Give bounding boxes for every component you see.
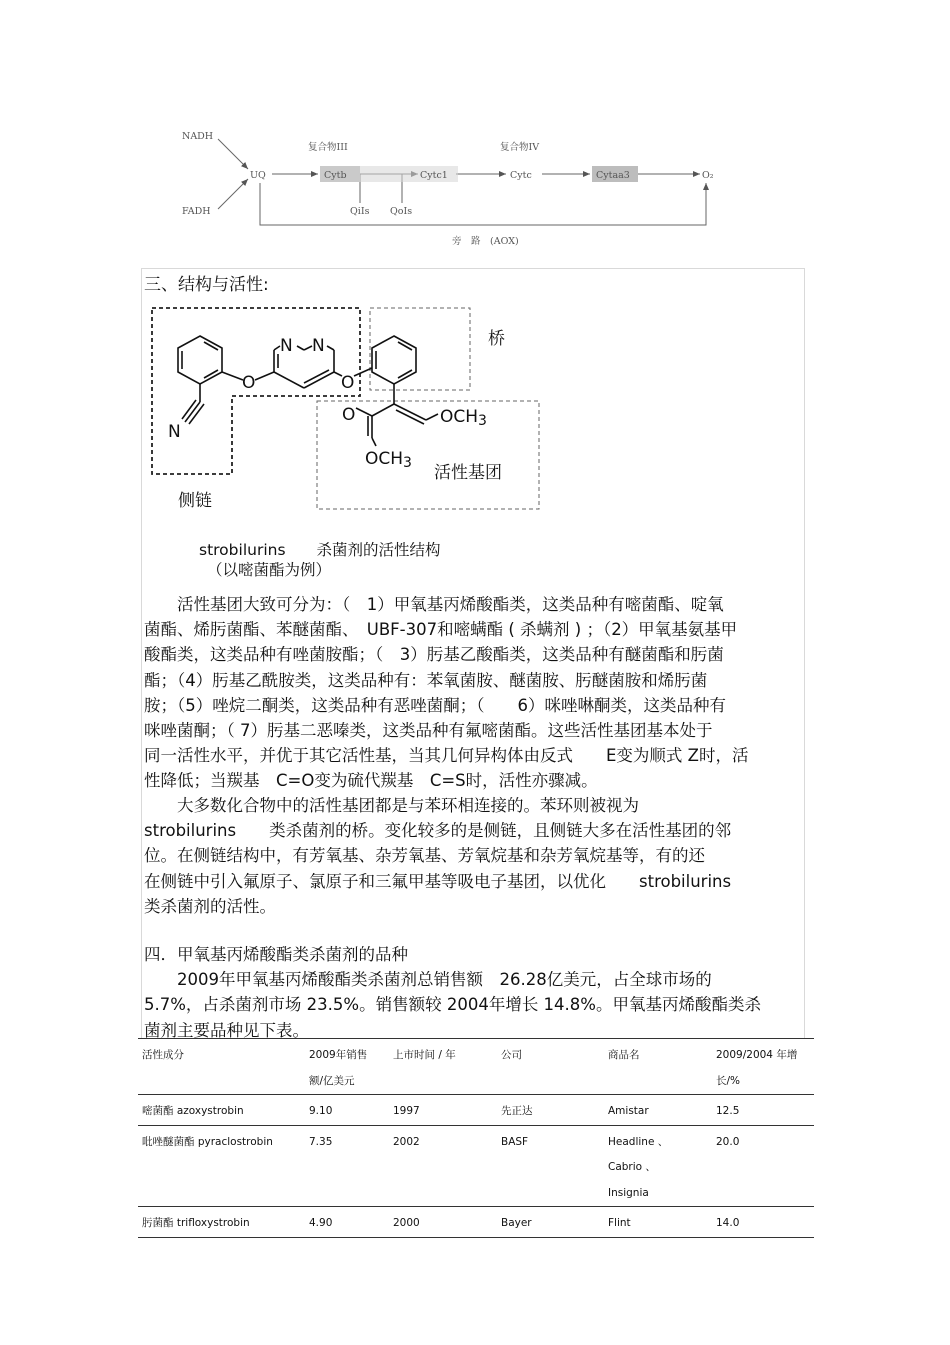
section4-title: 四．甲氧基丙烯酸酯类杀菌剂的品种 bbox=[144, 945, 408, 964]
side-chain-label: 侧链 bbox=[178, 491, 212, 511]
table-cell: 2002 bbox=[393, 1135, 420, 1148]
caption-line: （以嘧菌酯为例） bbox=[207, 561, 332, 579]
qils-label: QiIs bbox=[350, 206, 370, 217]
nitrile-n: N bbox=[168, 422, 181, 442]
header-cell: 商品名 bbox=[608, 1049, 640, 1061]
text-line: 同一活性水平，并优于其它活性基，当其几何异构体由反式 E变为顺式 Z时，活 bbox=[144, 746, 749, 766]
active-group-label: 活性基团 bbox=[434, 463, 502, 483]
table-row bbox=[138, 1125, 814, 1207]
cytc1-label: Cytc1 bbox=[420, 170, 448, 181]
cytaa3-label: Cytaa3 bbox=[596, 170, 630, 181]
header-cell: 活性成分 bbox=[142, 1049, 184, 1061]
section3-title: 三、结构与活性: bbox=[144, 275, 269, 295]
side-chain-region bbox=[152, 308, 360, 474]
bridge-region bbox=[370, 308, 470, 390]
paragraph-bridge-sidechain bbox=[144, 793, 804, 919]
table-cell: 先正达 bbox=[501, 1105, 533, 1117]
complex3-label: 复合物III bbox=[308, 142, 348, 153]
table-row bbox=[138, 1207, 814, 1238]
nadh-label: NADH bbox=[182, 131, 214, 142]
table-cell: 2000 bbox=[393, 1217, 420, 1229]
uq-label: UQ bbox=[250, 170, 266, 181]
methoxy-top: OCH3 bbox=[440, 407, 487, 429]
text-line: 酸酯类，这类品种有唑菌胺酯；（ 3）肟基乙酸酯类，这类品种有醚菌酯和肟菌 bbox=[144, 645, 724, 665]
text-line: 胺；（5）唑烷二酮类，这类品种有恶唑菌酮；（ 6）咪唑啉酮类，这类品种有 bbox=[144, 695, 726, 715]
qols-label: QoIs bbox=[390, 206, 413, 217]
text-line: 咪唑菌酮；（ 7）肟基二恶嗪类，这类品种有氟嘧菌酯。这些活性基团基本处于 bbox=[144, 721, 713, 741]
structure-caption bbox=[199, 540, 441, 580]
text-line: 大多数化合物中的活性基团都是与苯环相连接的。苯环则被视为 bbox=[144, 796, 639, 815]
table-cell: Flint bbox=[608, 1217, 631, 1229]
table-cell: 4.90 bbox=[309, 1217, 333, 1229]
header-cell: 公司 bbox=[501, 1049, 522, 1061]
table-cell: 14.0 bbox=[716, 1217, 740, 1229]
text-line: 位。在侧链结构中，有芳氧基、杂芳氧基、芳氧烷基和杂芳氧烷基等，有的还 bbox=[144, 846, 705, 866]
text-line: 类杀菌剂的活性。 bbox=[144, 896, 276, 916]
pyrimidine-n2: N bbox=[312, 336, 325, 356]
table-cell: 嘧菌酯 azoxystrobin bbox=[142, 1105, 244, 1117]
methoxy-bottom: OCH3 bbox=[365, 449, 412, 471]
header-cell: 上市时间 / 年 bbox=[393, 1049, 456, 1061]
table-cell: 7.35 bbox=[309, 1135, 333, 1148]
bridge-label: 桥 bbox=[488, 329, 505, 349]
table-cell: 1997 bbox=[393, 1105, 420, 1117]
products-table bbox=[138, 1038, 814, 1238]
paragraph-active-groups bbox=[144, 592, 804, 794]
ether-o2: O bbox=[341, 373, 355, 393]
text-line: 在侧链中引入氟原子、氯原子和三氟甲基等吸电子基团，以优化 strobilurins bbox=[144, 871, 732, 891]
bypass-label: 旁 路 (AOX) bbox=[452, 236, 519, 247]
text-line: 性降低；当羰基 C=O变为硫代羰基 C=S时，活性亦骤减。 bbox=[144, 771, 598, 791]
text-line: 菌酯、烯肟菌酯、苯醚菌酯、 UBF-307和嘧螨酯 ( 杀螨剂 ) ；（2）甲氧基氨基甲 bbox=[144, 620, 738, 640]
complex4-label: 复合物IV bbox=[500, 142, 540, 153]
table-cell: 吡唑醚菌酯 pyraclostrobin bbox=[142, 1135, 273, 1148]
text-line: 活性基团大致可分为：（ 1）甲氧基丙烯酸酯类，这类品种有嘧菌酯、啶氧 bbox=[144, 595, 724, 614]
table-cell: Amistar bbox=[608, 1105, 649, 1117]
caption-line: strobilurins 杀菌剂的活性结构 bbox=[199, 541, 441, 559]
table-cell: Headline 、 Cabrio 、 Insignia bbox=[608, 1135, 669, 1199]
ether-o1: O bbox=[242, 373, 256, 393]
fadh-label: FADH bbox=[182, 206, 211, 217]
electron-transport-diagram bbox=[170, 125, 730, 250]
header-cell: 2009/2004 年增 长/% bbox=[716, 1049, 798, 1087]
text-line: 菌剂主要品种见下表。 bbox=[144, 1020, 309, 1040]
carbonyl-o: O bbox=[342, 405, 356, 425]
table-cell: 肟菌酯 trifloxystrobin bbox=[142, 1217, 250, 1229]
cytb-label: Cytb bbox=[324, 170, 347, 181]
table-cell: BASF bbox=[501, 1135, 529, 1148]
cytc-label: Cytc bbox=[510, 170, 532, 181]
table-header-row bbox=[138, 1039, 814, 1095]
table-cell: Bayer bbox=[501, 1217, 532, 1229]
table-cell: 9.10 bbox=[309, 1105, 333, 1117]
table-cell: 12.5 bbox=[716, 1105, 740, 1117]
azoxystrobin-structure bbox=[140, 300, 560, 520]
text-line: 2009年甲氧基丙烯酸酯类杀菌剂总销售额 26.28亿美元，占全球市场的 bbox=[144, 970, 712, 990]
text-line: strobilurins 类杀菌剂的桥。变化较多的是侧链，且侧链大多在活性基团的邻 bbox=[144, 821, 732, 841]
section4 bbox=[144, 942, 804, 1043]
header-cell: 2009年销售 额/亿美元 bbox=[309, 1049, 368, 1087]
table-cell: 20.0 bbox=[716, 1135, 740, 1148]
text-line: 5.7%，占杀菌剂市场 23.5%。销售额较 2004年增长 14.8%。甲氧基丙烯酸酯类杀 bbox=[144, 995, 761, 1015]
text-line: 酯；（4）肟基乙酰胺类，这类品种有：苯氧菌胺、醚菌胺、肟醚菌胺和烯肟菌 bbox=[144, 670, 708, 690]
o2-label: O₂ bbox=[702, 170, 714, 181]
table-row bbox=[138, 1095, 814, 1126]
pyrimidine-n1: N bbox=[280, 336, 293, 356]
